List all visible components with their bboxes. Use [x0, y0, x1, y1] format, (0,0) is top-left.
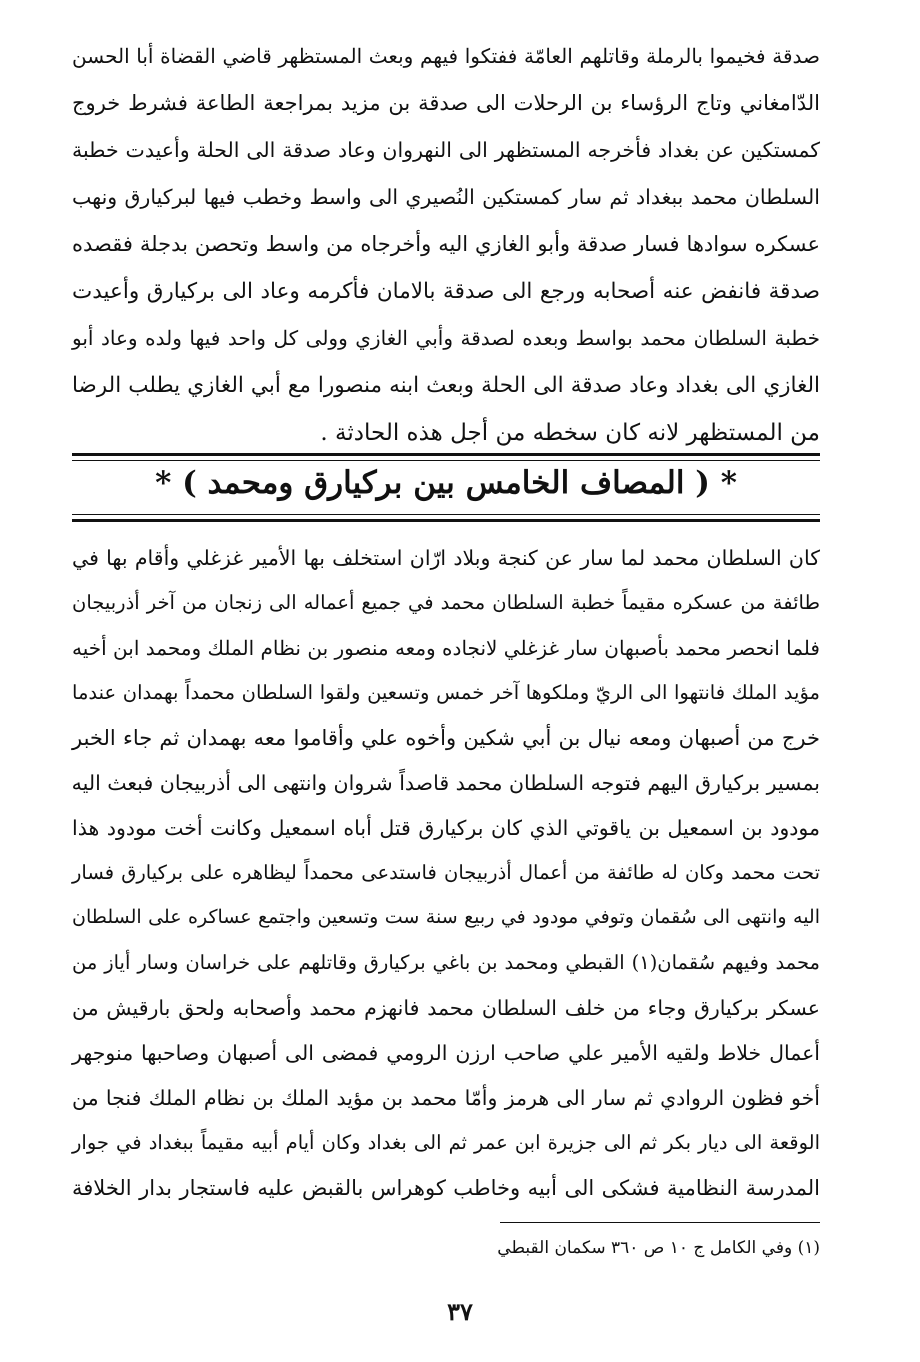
text-line: فلما انحصر محمد بأصبهان سار غزغلي لانجاده ومعه منصور بن نظام الملك ومحمد ابن أخيه — [72, 636, 820, 660]
text-line: تحت محمد وكان له طائفة من أعمال أذربيجان فاستدعى محمداً ليظاهره على بركيارق فسار — [72, 861, 820, 884]
text-line: أعمال خلاط ولقيه الأمير علي صاحب ارزن الرومي فمضى الى أصبهان وصاحبها منوجهر — [72, 1041, 820, 1065]
text-line: الدّامغاني وتاج الرؤساء بن الرحلات الى صدقة بن مزيد بمراجعة الطاعة فشرط خروج — [72, 91, 820, 115]
text-line: السلطان محمد ببغداد ثم سار كمستكين النُصيري الى واسط وخطب فيها لبركيارق ونهب — [72, 185, 820, 209]
text-line: طائفة من عسكره مقيماً خطبة السلطان محمد في جميع أعماله الى زنجان من آخر أذربيجان — [72, 591, 820, 614]
text-line: صدقة فخيموا بالرملة وقاتلهم العامّة ففتكوا فيهم وبعث المستظهر قاضي القضاة أبا الحسن — [72, 44, 820, 68]
text-line: الغازي الى بغداد وعاد صدقة الى الحلة وبعث ابنه منصورا مع أبي الغازي يطلب الرضا — [72, 373, 820, 398]
heading-rule-bottom-thick — [72, 519, 820, 522]
text-line: صدقة فانفض عنه أصحابه ورجع الى صدقة بالامان فأكرمه وعاد الى بركيارق وأعيدت — [72, 279, 820, 304]
text-line: المدرسة النظامية فشكى الى أبيه وخاطب كوهراس بالقبض عليه فاستجار بدار الخلافة — [72, 1176, 820, 1200]
text-line: خرج من أصبهان ومعه نيال بن أبي شكين وأخوه علي وأقاموا معه بهمدان ثم جاء الخبر — [72, 726, 820, 750]
heading-rule-top-thick — [72, 453, 820, 456]
text-line: عسكر بركيارق وجاء من خلف السلطان محمد فانهزم محمد وأصحابه ولحق بارقيش من — [72, 996, 820, 1020]
text-line: اليه وانتهى الى سُقمان وتوفي مودود في ربيع سنة ست وتسعين واجتمع عساكره على السلطان — [72, 906, 820, 928]
text-line: كمستكين عن بغداد فأخرجه المستظهر الى النهروان وعاد صدقة الى الحلة وأعيدت خطبة — [72, 138, 820, 162]
text-line: من المستظهر لانه كان سخطه من أجل هذه الحادثة . — [320, 420, 820, 446]
paragraph-main — [72, 548, 820, 1208]
text-line: بمسير بركيارق اليهم فتوجه السلطان محمد قاصداً شروان وانتهى الى أذربيجان فبعث اليه — [71, 771, 820, 795]
heading-rule-top-thin — [72, 460, 820, 461]
footnote: (١) وفي الكامل ج ١٠ ص ٣٦٠ سكمان القبطي — [497, 1238, 820, 1258]
paragraph-top — [72, 46, 820, 446]
text-line: الوقعة الى ديار بكر ثم الى جزيرة ابن عمر ثم الى بغداد وكان أيام أبيه مقيماً ببغداد في جوار — [72, 1131, 820, 1154]
page-number: ٣٧ — [447, 1297, 473, 1326]
text-line: عسكره سوادها فسار صدقة وأبو الغازي اليه وأخرجاه من واسط وتحصن بدجلة فقصده — [72, 232, 820, 256]
text-line: كان السلطان محمد لما سار عن كنجة وبلاد ارّان استخلف بها الأمير غزغلي وأقام بها في — [72, 546, 820, 570]
text-line: أخو فظون الروادي ثم سار الى هرمز وأمّا محمد بن مؤيد الملك بن نظام الملك فنجا من — [72, 1086, 820, 1110]
section-heading: * ( المصاف الخامس بين بركيارق ومحمد ) * — [155, 465, 737, 501]
text-line: مؤيد الملك فانتهوا الى الريّ وملكوها آخر خمس وتسعين ولقوا السلطان محمداً بهمدان عندما — [72, 681, 820, 704]
text-line: خطبة السلطان محمد بواسط وبعده لصدقة وأبي الغازي وولى كل واحد فيها ولده وعاد أبو — [72, 326, 820, 350]
text-line: محمد وفيهم سُقمان(١) القبطي ومحمد بن باغي بركيارق وقاتلهم على خراسان وسار أياز من — [72, 951, 820, 974]
heading-rule-bottom-thin — [72, 514, 820, 515]
text-line: مودود بن اسمعيل بن ياقوتي الذي كان بركيارق قتل أباه اسمعيل وكانت أخت مودود هذا — [72, 816, 820, 840]
footnote-separator — [500, 1222, 820, 1223]
